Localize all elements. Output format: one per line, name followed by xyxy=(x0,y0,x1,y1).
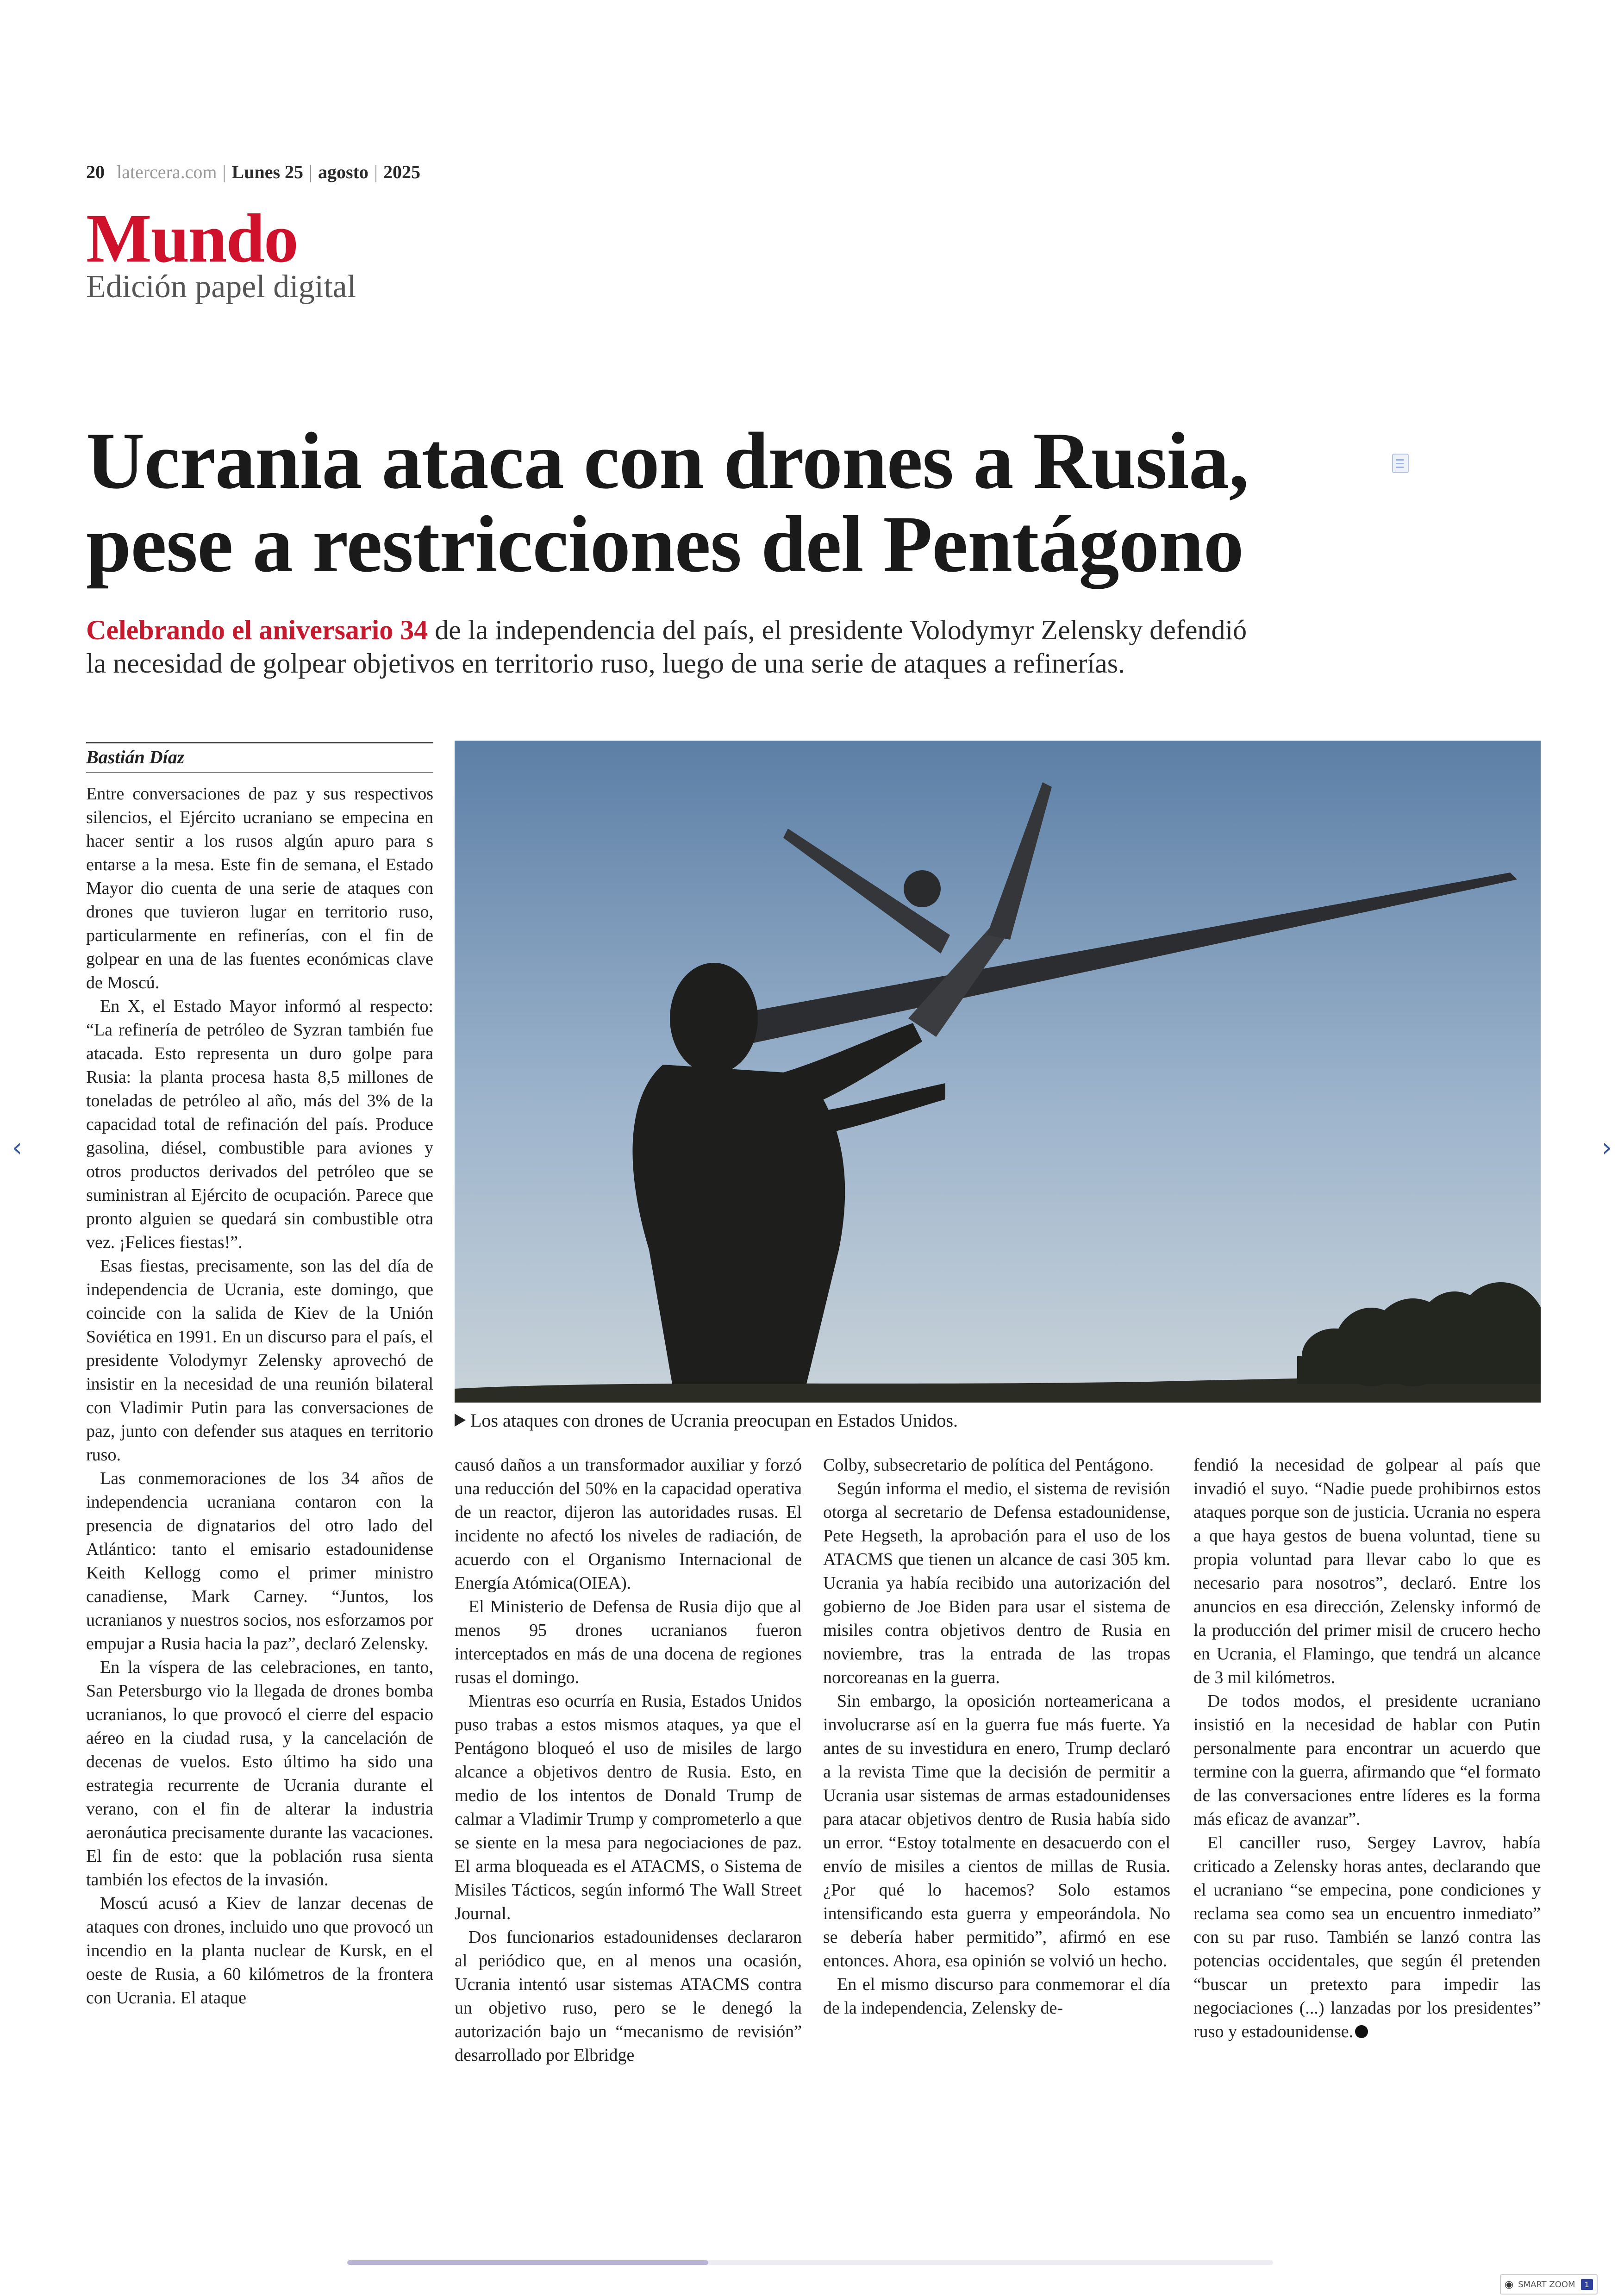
paragraph: El Ministerio de Defensa de Rusia dijo que al menos 95 drones ucranianos fueron interceptados en más de una docena de regiones rusas el domingo. xyxy=(455,1597,802,1687)
paragraph: En el mismo discurso para conmemorar el día de la independencia, Zelensky de- xyxy=(823,1975,1170,2018)
deck-lead: Celebrando el aniversario 34 xyxy=(86,615,428,645)
caption-text: Los ataques con drones de Ucrania preocupan en Estados Unidos. xyxy=(470,1410,958,1431)
author-byline: Bastián Díaz xyxy=(86,747,185,767)
deck-line-1 xyxy=(86,613,1336,647)
headline-line-2: pese a restricciones del Pentágono xyxy=(86,499,1243,589)
paragraph: Colby, subsecretario de política del Pentágono. xyxy=(823,1455,1154,1475)
edition-label: Edición papel digital xyxy=(86,269,356,305)
paragraph: Moscú acusó a Kiev de lanzar decenas de ataques con drones, incluido uno que provocó un incendio en la planta nuclear de Kursk, en el oeste de Rusia, a 60 kilómetros de la frontera con Ucrania. El ataque xyxy=(86,1894,433,2008)
folio-line xyxy=(86,161,420,183)
folio-year: 2025 xyxy=(383,162,420,182)
paragraph: De todos modos, el presidente ucraniano insistió en la necesidad de hablar con Putin personalmente para encontrar un acuerdo que termine con la guerra, afirmando que “el formato de las conversaciones entre líderes es la forma más eficaz de avanzar”. xyxy=(1193,1691,1541,1829)
paragraph: fendió la necesidad de golpear al país que invadió el suyo. “Nadie puede prohibirnos estos ataques porque son de justicia. Ucrania no espera a que haya gestos de buena voluntad, tiene su propia voluntad para llevar cabo lo que es necesario para nosotros”, declaró. Entre los anuncios en esa dirección, Zelensky informó de la producción del primer misil de crucero hecho en Ucrania, el Flamingo, que tendrá un alcance de 3 mil kilómetros. xyxy=(1193,1455,1541,1687)
folio-separator: | xyxy=(374,162,378,182)
article-deck xyxy=(86,613,1336,680)
article-headline xyxy=(86,416,1429,589)
article-end-icon xyxy=(1355,2025,1368,2038)
body-column-2 xyxy=(455,1453,802,2125)
deck-line-2: la necesidad de golpear objetivos en territorio ruso, luego de una serie de ataques a refinerías. xyxy=(86,648,1125,679)
folio-separator: | xyxy=(309,162,313,182)
paragraph: Esas fiestas, precisamente, son las del día de independencia de Ucrania, este domingo, que coincide con la salida de Kiev de la Unión Soviética en 1991. En un discurso para el país, el presidente Volodymyr Zelensky aprovechó de insistir en la necesidad de una reunión bilateral con Vladimir Putin para las conversaciones de paz, junto con defender sus ataques en territorio ruso. xyxy=(86,1256,433,1465)
author-rule xyxy=(86,742,433,743)
section-title: Mundo xyxy=(86,200,298,277)
note-icon[interactable] xyxy=(1392,454,1409,473)
paragraph: Mientras eso ocurría en Rusia, Estados Unidos puso trabas a estos mismos ataques, ya que el Pentágono bloqueó el uso de misiles de largo alcance a objetivos dentro de Rusia. Esto, en medio de los intentos de Donald Trump de calmar a Vladimir Trump y comprometerlo a que se siente en la mesa para negociaciones de paz. El arma bloqueada es el ATACMS, o Sistema de Misiles Tácticos, según informó The Wall Street Journal. xyxy=(455,1691,802,1923)
eye-icon: ◉ xyxy=(1505,2278,1514,2290)
paragraph: En la víspera de las celebraciones, en tanto, San Petersburgo vio la llegada de drones bomba ucranianos, lo que provocó el cierre del espacio aéreo en la ciudad rusa, y la cancelación de decenas de vuelos. Esto último ha sido una estrategia recurrente de Ucrania durante el verano, con el fin de alterar la industria aeronáutica precisamente durante las vacaciones. El fin de esto: que la población rusa sienta también los efectos de la invasión. xyxy=(86,1658,433,1890)
smart-zoom-button[interactable] xyxy=(1500,2274,1598,2295)
deck-text: de la independencia del país, el presidente Volodymyr Zelensky defendió xyxy=(428,615,1247,645)
paragraph: En X, el Estado Mayor informó al respecto: “La refinería de petróleo de Syzran también fue atacada. Esto representa un duro golpe para Rusia: la planta procesa hasta 8,5 millones de toneladas de petróleo al año, más del 3% de la capacidad total de refinación del país. Produce gasolina, diésel, combustible para aviones y otros productos derivados del petróleo que se suministran al Ejército de ocupación. Parece que pronto alguien se quedará sin combustible otra vez. ¡Felices fiestas!”. xyxy=(86,997,433,1252)
folio-month: agosto xyxy=(318,162,369,182)
smart-zoom-badge: 1 xyxy=(1581,2279,1593,2290)
paragraph: Dos funcionarios estadounidenses declararon al periódico que, en al menos una ocasión, Ucrania intentó usar sistemas ATACMS contra un objetivo ruso, pero se le denegó la autorización bajo un “mecanismo de revisión” desarrollado por Elbridge xyxy=(455,1927,802,2065)
site-name: latercera.com xyxy=(117,162,217,182)
paragraph-text: El canciller ruso, Sergey Lavrov, había criticado a Zelensky horas antes, declarando que el ucraniano “se empecina, pone condiciones y reclama sea como sea un encuentro inmediato” con su par ruso. También se lanzó contra las potencias occidentales, que según él pretenden “buscar un pretexto para impedir las negociaciones (...) lanzadas por los presidentes” ruso y estadounidense. xyxy=(1193,1833,1541,2041)
article-photo xyxy=(455,741,1541,1403)
drone-photo-illustration xyxy=(455,741,1541,1403)
paragraph xyxy=(1193,1831,1541,2044)
page-number: 20 xyxy=(86,162,105,182)
chevron-left-icon[interactable]: ‹ xyxy=(12,1133,23,1163)
folio-weekday: Lunes 25 xyxy=(231,162,304,182)
page-progress-fill xyxy=(347,2260,708,2265)
photo-caption xyxy=(455,1409,958,1431)
body-column-3 xyxy=(823,1453,1170,2125)
smart-zoom-label: SMART ZOOM xyxy=(1518,2279,1575,2289)
caption-arrow-icon xyxy=(455,1414,466,1427)
paragraph: Sin embargo, la oposición norteamericana a involucrarse así en la guerra fue más fuerte. Ya antes de su investidura en enero, Trump declaró a la revista Time que la decisión de permitir a Ucrania usar sistemas de armas estadounidenses para atacar objetivos dentro de Rusia había sido un error. “Estoy totalmente en desacuerdo con el envío de misiles a cientos de millas de Rusia. ¿Por qué lo hacemos? Solo estamos intensificando esta guerra y empeorándola. No se debería haber permitido”, afirmó en ese entonces. Ahora, esa opinión se volvió un hecho. xyxy=(823,1691,1170,1971)
body-column-4 xyxy=(1193,1453,1541,2125)
paragraph: Las conmemoraciones de los 34 años de independencia ucraniana contaron con la presencia de dignatarios del otro lado del Atlántico: tanto el emisario estadounidense Keith Kellogg como el primer ministro canadiense, Mark Carney. “Juntos, los ucranianos y nuestros socios, nos esforzamos por empujar a Rusia hacia la paz”, declaró Zelensky. xyxy=(86,1469,433,1653)
headline-line-1: Ucrania ataca con drones a Rusia, xyxy=(86,416,1249,505)
folio-separator: | xyxy=(222,162,226,182)
paragraph: Entre conversaciones de paz y sus respectivos silencios, el Ejército ucraniano se empecina en hacer sentir a los rusos algún apuro para s entarse a la mesa. Este fin de semana, el Estado Mayor dio cuenta de una serie de ataques con drones que tuvieron lugar en territorio ruso, particularmente en refinerías, con el fin de golpear en una de las fuentes económicas clave de Moscú. xyxy=(86,784,433,992)
chevron-right-icon[interactable]: › xyxy=(1601,1133,1612,1163)
paragraph: causó daños a un transformador auxiliar y forzó una reducción del 50% en la capacidad operativa de un reactor, dijeron las autoridades rusas. El incidente no afectó los niveles de radiación, de acuerdo con el Organismo Internacional de Energía Atómica(OIEA). xyxy=(455,1455,802,1593)
author-rule xyxy=(86,772,433,773)
paragraph: Según informa el medio, el sistema de revisión otorga al secretario de Defensa estadounidense, Pete Hegseth, la aprobación para el uso de los ATACMS que tienen un alcance de casi 305 km. Ucrania ya había recibido una autorización del gobierno de Joe Biden para usar el sistema de misiles contra objetivos dentro de Rusia en noviembre, tras la entrada de las tropas norcoreanas en la guerra. xyxy=(823,1479,1170,1687)
body-column-1 xyxy=(86,782,433,2143)
